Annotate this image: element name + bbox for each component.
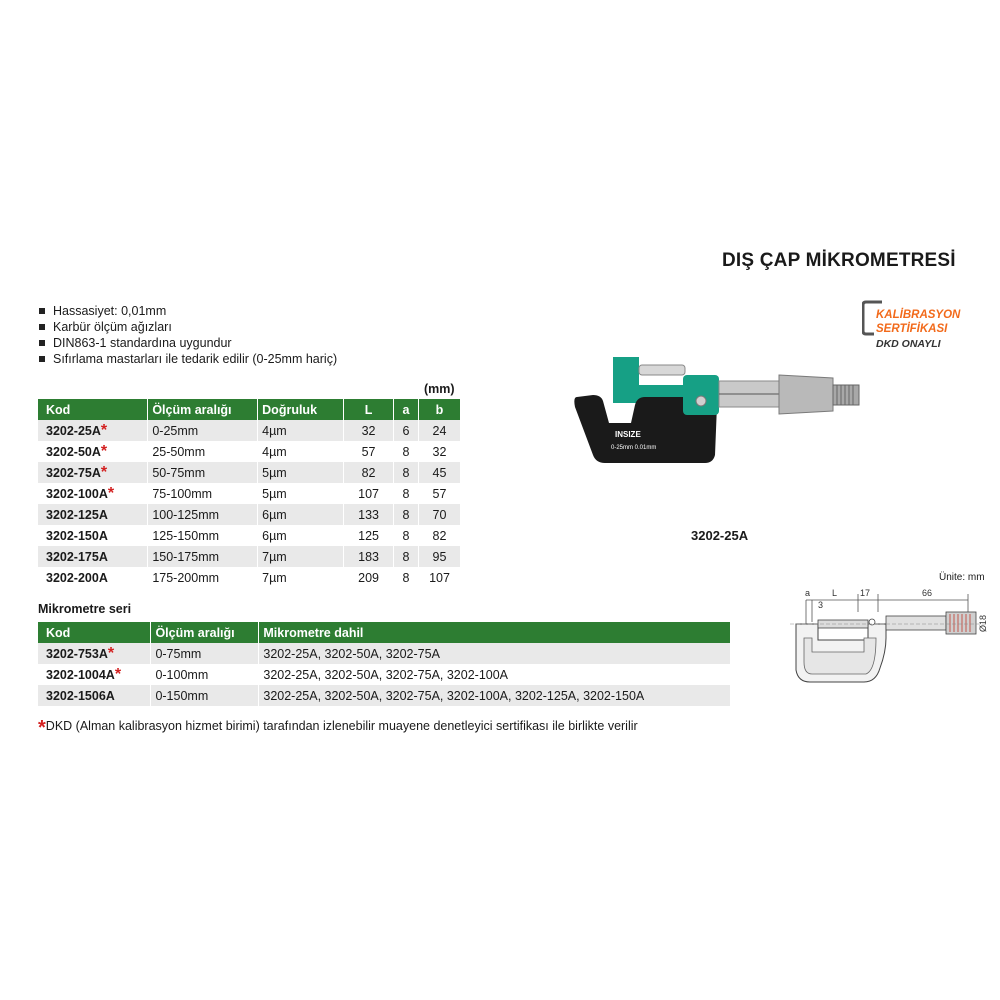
accuracy-cell: 7µm [258,546,344,567]
col-header-code: Kod [38,399,148,420]
included-cell: 3202-25A, 3202-50A, 3202-75A [259,643,731,664]
b-cell: 45 [419,462,461,483]
accuracy-cell: 4µm [258,420,344,441]
code-cell: 3202-125A [38,504,148,525]
dim-3: 3 [818,600,824,610]
code-cell: 3202-200A [38,567,148,588]
a-cell: 8 [394,504,419,525]
col-header-b: b [419,399,461,420]
range-cell: 75-100mm [148,483,258,504]
calibration-logo [862,298,992,356]
footnote-star: * [38,717,46,739]
range-cell: 0-100mm [151,664,259,685]
l-cell: 209 [344,567,394,588]
a-cell: 8 [394,483,419,504]
col-header-included: Mikrometre dahil [259,622,731,643]
accuracy-cell: 7µm [258,567,344,588]
a-cell: 8 [394,441,419,462]
b-cell: 95 [419,546,461,567]
accuracy-cell: 5µm [258,462,344,483]
feature-item: Sıfırlama mastarları ile tedarik edilir (0-25mm hariç) [38,351,337,367]
a-cell: 8 [394,462,419,483]
b-cell: 107 [419,567,461,588]
range-cell: 0-25mm [148,420,258,441]
dkd-star: * [114,665,122,683]
code-cell: 3202-1004A* [38,664,151,685]
thimble [779,375,833,414]
brand-label: INSIZE [615,430,641,439]
table-row [38,462,461,483]
code-cell: 3202-50A* [38,441,148,462]
diagram-unit: Ünite: mm [939,572,985,583]
b-cell: 70 [419,504,461,525]
range-cell: 150-175mm [148,546,258,567]
a-cell: 8 [394,546,419,567]
col-header-code: Kod [38,622,151,643]
table-row [38,546,461,567]
table-row [38,525,461,546]
accuracy-cell: 6µm [258,504,344,525]
dimension-diagram [788,582,993,702]
table-row [38,664,731,685]
body [683,375,719,415]
b-cell: 82 [419,525,461,546]
range-cell: 25-50mm [148,441,258,462]
accuracy-cell: 5µm [258,483,344,504]
dim-66: 66 [922,588,933,598]
dim-a: a [805,588,811,598]
col-header-range: Ölçüm aralığı [151,622,259,643]
col-header-a: a [394,399,419,420]
range-cell: 125-150mm [148,525,258,546]
spec-table [38,399,461,588]
feature-item: Hassasiyet: 0,01mm [38,303,337,319]
frame-top [613,357,685,403]
logo-line1: KALİBRASYON [876,309,961,321]
l-cell: 183 [344,546,394,567]
series-title: Mikrometre seri [38,602,132,616]
range-cell: 0-150mm [151,685,259,706]
l-cell: 107 [344,483,394,504]
l-cell: 32 [344,420,394,441]
dkd-star: * [100,463,108,481]
logo-line3: DKD ONAYLI [876,338,941,350]
b-cell: 57 [419,483,461,504]
code-cell: 3202-753A* [38,643,151,664]
accuracy-cell: 4µm [258,441,344,462]
table-row [38,441,461,462]
code-cell: 3202-150A [38,525,148,546]
code-cell: 3202-75A* [38,462,148,483]
feature-list [38,303,337,367]
dim-thimble-dia: Ø18 [978,614,988,632]
b-cell: 32 [419,441,461,462]
code-cell: 3202-175A [38,546,148,567]
range-cell: 0-75mm [151,643,259,664]
dim-l: L [832,588,838,598]
table-row [38,643,731,664]
anvil-icon [639,365,685,375]
table-row [38,420,461,441]
dkd-star: * [100,442,108,460]
dkd-star: * [107,644,115,662]
frame-label: 0-25mm 0.01mm [611,445,657,451]
range-cell: 175-200mm [148,567,258,588]
l-cell: 57 [344,441,394,462]
table-row [38,504,461,525]
table-row [38,567,461,588]
a-cell: 6 [394,420,419,441]
logo-line2: SERTİFİKASI [876,323,948,335]
unit-label: (mm) [424,382,455,396]
accuracy-cell: 6µm [258,525,344,546]
micrometer-product-image [565,345,865,470]
range-cell: 50-75mm [148,462,258,483]
product-code: 3202-25A [691,528,749,543]
included-cell: 3202-25A, 3202-50A, 3202-75A, 3202-100A [259,664,731,685]
l-cell: 133 [344,504,394,525]
table-row [38,483,461,504]
a-cell: 8 [394,525,419,546]
l-cell: 125 [344,525,394,546]
page-title: DIŞ ÇAP MİKROMETRESİ [722,250,956,271]
lock-icon [696,396,706,406]
feature-item: Karbür ölçüm ağızları [38,319,337,335]
a-cell: 8 [394,567,419,588]
table-row [38,685,731,706]
range-cell: 100-125mm [148,504,258,525]
b-cell: 24 [419,420,461,441]
dkd-star: * [107,484,115,502]
col-header-l: L [344,399,394,420]
feature-item: DIN863-1 standardına uygundur [38,335,337,351]
set-table [38,622,731,706]
dkd-star: * [100,421,108,439]
dim-17: 17 [860,588,871,598]
col-header-accuracy: Doğruluk [258,399,344,420]
code-cell: 3202-100A* [38,483,148,504]
included-cell: 3202-25A, 3202-50A, 3202-75A, 3202-100A, 3202-125A, 3202-150A [259,685,731,706]
col-header-range: Ölçüm aralığı [148,399,258,420]
code-cell: 3202-1506A [38,685,151,706]
code-cell: 3202-25A* [38,420,148,441]
footnote-text: DKD (Alman kalibrasyon hizmet birimi) tarafından izlenebilir muayene denetleyici sertifikası ile birlikte verilir [45,719,638,733]
l-cell: 82 [344,462,394,483]
footnote [38,713,638,739]
